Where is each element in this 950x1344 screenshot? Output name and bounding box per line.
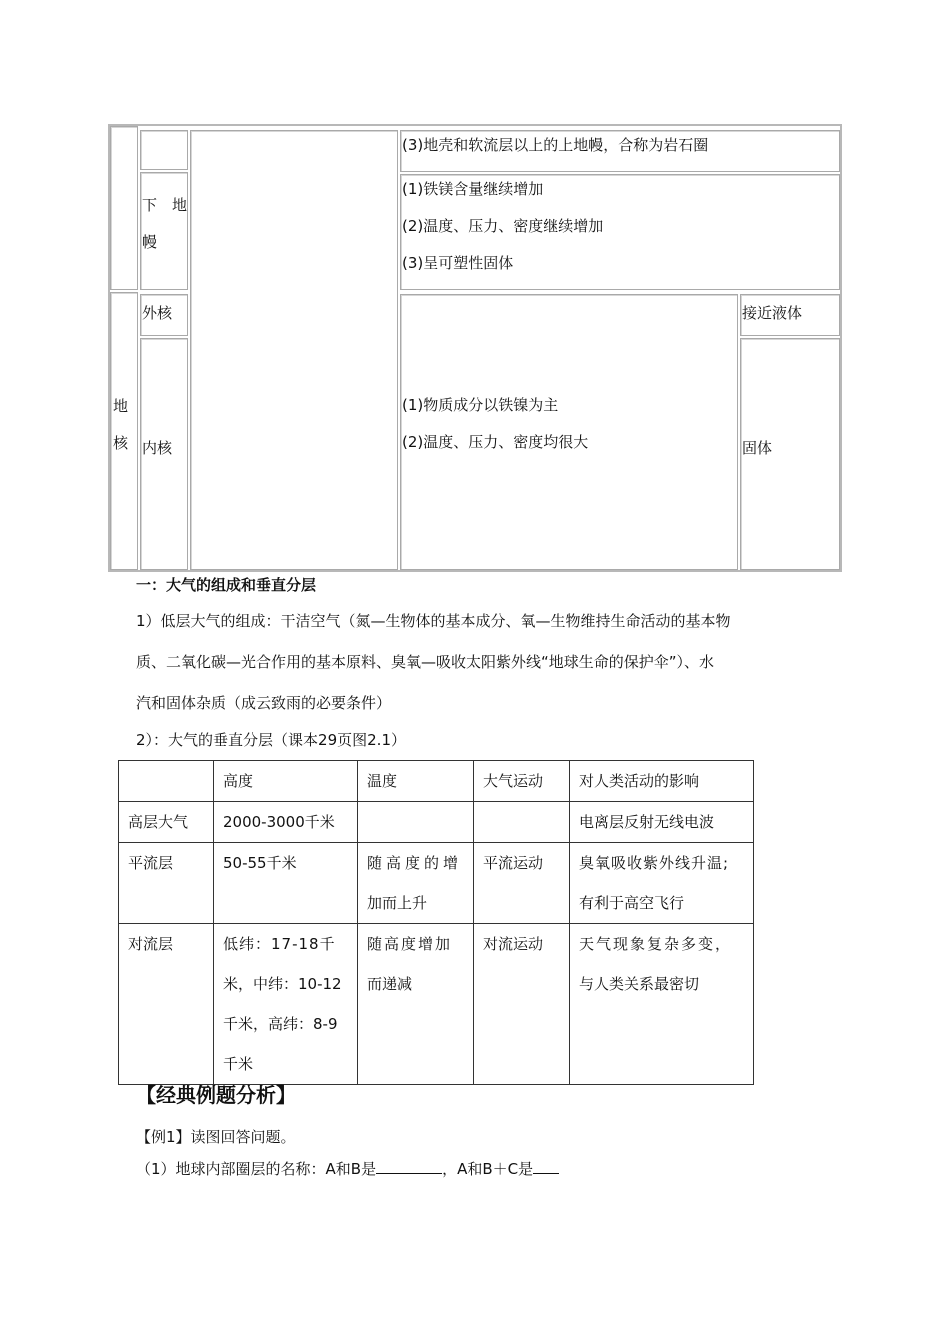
table-row bbox=[119, 843, 754, 924]
impact-line: 天气现象复杂多变， bbox=[579, 935, 733, 953]
answer-blank-2[interactable] bbox=[533, 1157, 559, 1174]
section1-title: 一：大气的组成和垂直分层 bbox=[136, 576, 317, 594]
core-label-cell bbox=[110, 292, 138, 570]
header-height: 高度 bbox=[214, 761, 358, 802]
composition-line-1: 1）低层大气的组成：干洁空气（氮—生物体的基本成分、氧—生物维持生命活动的基本物 bbox=[136, 612, 731, 630]
layer-height: 2000-3000千米 bbox=[214, 802, 358, 843]
atmosphere-layers-table bbox=[118, 760, 754, 1085]
core-features-cell bbox=[400, 294, 738, 570]
temperature-line: 随高度的增 bbox=[367, 854, 463, 872]
inner-core-state-cell bbox=[740, 338, 840, 570]
height-line: 低纬：17-18千 bbox=[223, 935, 336, 953]
earth-structure-table bbox=[108, 124, 842, 572]
composition-line-3: 汽和固体杂质（成云致雨的必要条件） bbox=[136, 694, 392, 712]
outer-core-label: 外核 bbox=[142, 304, 173, 322]
table-header-row bbox=[119, 761, 754, 802]
outer-core-label-cell bbox=[140, 294, 188, 336]
example-label: 【例1】读图回答问题。 bbox=[136, 1128, 296, 1146]
lower-mantle-features-cell bbox=[400, 174, 840, 290]
layer-temperature bbox=[358, 843, 474, 924]
layer-temperature bbox=[358, 802, 474, 843]
table-row bbox=[119, 924, 754, 1085]
layer-impact bbox=[570, 843, 754, 924]
header-motion: 大气运动 bbox=[474, 761, 570, 802]
lithosphere-note-cell bbox=[400, 130, 840, 172]
section2-title: 【经典例题分析】 bbox=[136, 1083, 296, 1107]
temperature-line: 加而上升 bbox=[367, 894, 428, 912]
question-1-part2: ，A和B＋C是 bbox=[442, 1160, 534, 1178]
lithosphere-note: (3)地壳和软流层以上的上地幔，合称为岩石圈 bbox=[402, 136, 709, 154]
layer-name: 对流层 bbox=[119, 924, 214, 1085]
layer-motion: 对流运动 bbox=[474, 924, 570, 1085]
lower-mantle-feature-1: (1)铁镁含量继续增加 bbox=[402, 180, 544, 198]
height-line: 千米，高纬：8-9 bbox=[223, 1015, 338, 1033]
height-line: 千米 bbox=[223, 1055, 254, 1073]
inner-core-state: 固体 bbox=[742, 439, 773, 457]
core-label-line2: 核 bbox=[113, 434, 129, 452]
table-row bbox=[119, 802, 754, 843]
temperature-line: 随高度增加 bbox=[367, 935, 453, 953]
header-corner bbox=[119, 761, 214, 802]
core-feature-1: (1)物质成分以铁镍为主 bbox=[402, 396, 559, 414]
impact-line: 与人类关系最密切 bbox=[579, 975, 700, 993]
core-feature-2: (2)温度、压力、密度均很大 bbox=[402, 433, 589, 451]
question-1-part1: （1）地球内部圈层的名称：A和B是 bbox=[136, 1160, 377, 1178]
outer-core-state: 接近液体 bbox=[742, 304, 803, 322]
impact-line: 臭氧吸收紫外线升温; bbox=[579, 854, 730, 872]
lower-mantle-label-line1: 下 地 bbox=[142, 196, 188, 214]
question-1 bbox=[136, 1154, 559, 1184]
left-blank-cell bbox=[110, 126, 138, 290]
inner-core-label: 内核 bbox=[142, 439, 173, 457]
lower-mantle-feature-2: (2)温度、压力、密度继续增加 bbox=[402, 217, 604, 235]
header-temperature: 温度 bbox=[358, 761, 474, 802]
layer-height bbox=[214, 924, 358, 1085]
header-impact: 对人类活动的影响 bbox=[570, 761, 754, 802]
temperature-line: 而递减 bbox=[367, 975, 413, 993]
composition-line-2: 质、二氧化碳—光合作用的基本原料、臭氧—吸收太阳紫外线“地球生命的保护伞”）、水 bbox=[136, 653, 715, 671]
layer-motion bbox=[474, 802, 570, 843]
height-line: 米，中纬：10-12 bbox=[223, 975, 342, 993]
layer-name: 平流层 bbox=[119, 843, 214, 924]
lower-mantle-feature-3: (3)呈可塑性固体 bbox=[402, 254, 514, 272]
layer-height: 50-55千米 bbox=[214, 843, 358, 924]
layer-impact bbox=[570, 924, 754, 1085]
layer-motion: 平流运动 bbox=[474, 843, 570, 924]
inner-core-label-cell bbox=[140, 338, 188, 570]
lower-mantle-label-cell bbox=[140, 172, 188, 290]
layer-impact: 电离层反射无线电波 bbox=[570, 802, 754, 843]
middle-blank-cell bbox=[190, 130, 398, 570]
lower-mantle-label-line2: 幔 bbox=[142, 233, 158, 251]
answer-blank-1[interactable] bbox=[376, 1157, 442, 1174]
outer-core-state-cell bbox=[740, 294, 840, 336]
upper-sublayer-blank-cell bbox=[140, 130, 188, 170]
impact-line: 有利于高空飞行 bbox=[579, 894, 685, 912]
layer-name: 高层大气 bbox=[119, 802, 214, 843]
layer-temperature bbox=[358, 924, 474, 1085]
vertical-layers-intro: 2）：大气的垂直分层（课本29页图2.1） bbox=[136, 731, 406, 749]
core-label-line1: 地 bbox=[113, 397, 129, 415]
